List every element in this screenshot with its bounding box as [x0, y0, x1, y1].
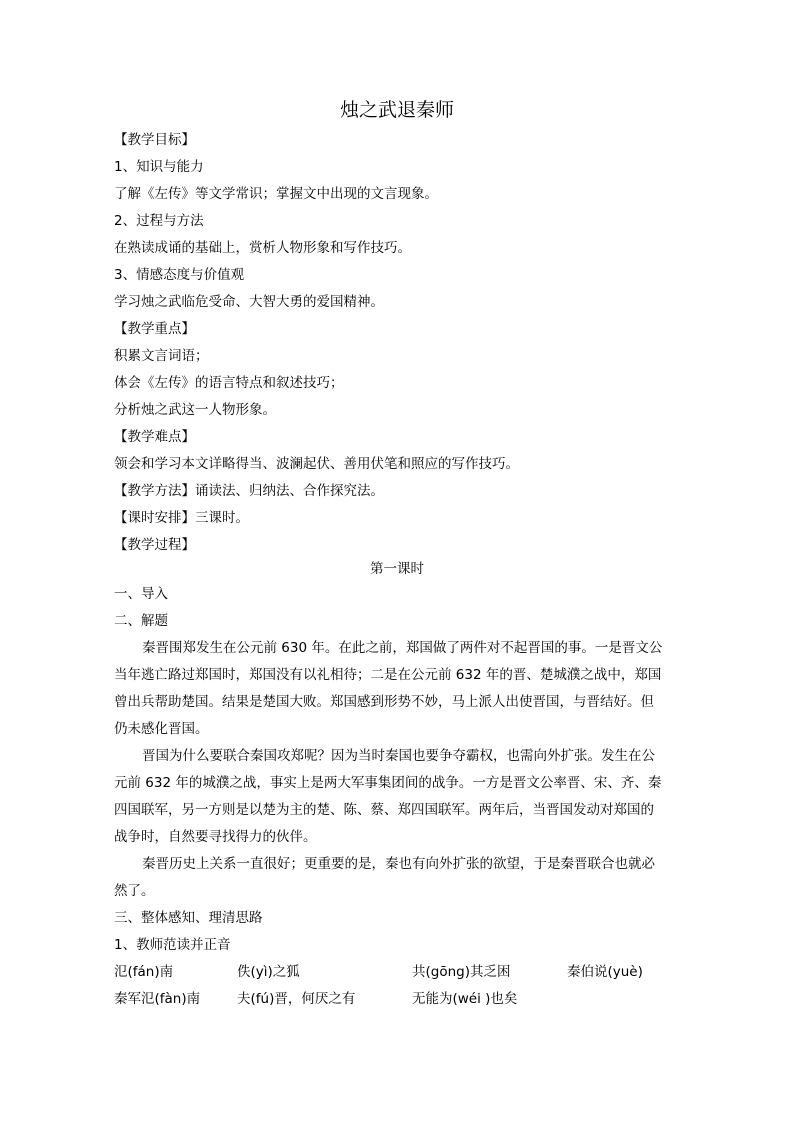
paragraph-1-line-1: 秦晋围郑发生在公元前 630 年。在此之前，郑国做了两件对不起晋国的事。一是晋文公: [142, 640, 663, 656]
heading-objectives: 【教学目标】: [114, 132, 195, 148]
document-title: 烛之武退秦师: [339, 99, 454, 121]
sub-read-aloud: 1、教师范读并正音: [114, 937, 231, 953]
pinyin-item: 秦军氾(fàn)南: [114, 991, 201, 1007]
objective-2-heading: 2、过程与方法: [114, 213, 204, 229]
pinyin-row-1: [114, 962, 690, 982]
section-overall: 三、整体感知、理清思路: [114, 910, 263, 926]
pinyin-item: 夫(fú)晋，何厌之有: [237, 991, 356, 1007]
objective-1-text: 了解《左传》等文学常识；掌握文中出现的文言现象。: [114, 186, 438, 202]
objective-3-text: 学习烛之武临危受命、大智大勇的爱国精神。: [114, 294, 384, 310]
heading-process: 【教学过程】: [114, 537, 195, 553]
pinyin-item: 氾(fán)南: [114, 964, 174, 980]
objective-3-heading: 3、情感态度与价值观: [114, 267, 245, 283]
section-explain: 二、解题: [114, 613, 168, 629]
difficulty-text: 领会和学习本文详略得当、波澜起伏、善用伏笔和照应的写作技巧。: [114, 456, 519, 472]
pinyin-item: 共(gōng)其乏困: [412, 964, 511, 980]
paragraph-2-line-4: 战争时，自然要寻找得力的伙伴。: [114, 829, 317, 845]
paragraph-3-line-2: 然了。: [114, 883, 155, 899]
lesson-heading: 第一课时: [370, 561, 424, 577]
paragraph-1-line-4: 仍未感化晋国。: [114, 721, 209, 737]
heading-difficulties: 【教学难点】: [114, 429, 195, 445]
objective-2-text: 在熟读成诵的基础上，赏析人物形象和写作技巧。: [114, 240, 411, 256]
paragraph-2-line-2: 元前 632 年的城濮之战，事实上是两大军事集团间的战争。一方是晋文公率晋、宋、齐、秦: [114, 775, 662, 791]
heading-key-points: 【教学重点】: [114, 321, 195, 337]
pinyin-row-2: [114, 989, 690, 1009]
objective-1-heading: 1、知识与能力: [114, 159, 204, 175]
paragraph-1-line-3: 曾出兵帮助楚国。结果是楚国大败。郑国感到形势不妙，马上派人出使晋国，与晋结好。但: [114, 694, 654, 710]
paragraph-2-line-3: 四国联军，另一方则是以楚为主的楚、陈、蔡、郑四国联军。两年后，当晋国发动对郑国的: [114, 802, 654, 818]
key-point-3: 分析烛之武这一人物形象。: [114, 402, 276, 418]
key-point-2: 体会《左传》的语言特点和叙述技巧；: [114, 375, 344, 391]
section-import: 一、导入: [114, 586, 168, 602]
key-point-1: 积累文言词语；: [114, 348, 209, 364]
paragraph-2-line-1: 晋国为什么要联合秦国攻郑呢？因为当时秦国也要争夺霸权，也需向外扩张。发生在公: [142, 748, 655, 764]
paragraph-3-line-1: 秦晋历史上关系一直很好；更重要的是，秦也有向外扩张的欲望，于是秦晋联合也就必: [142, 856, 655, 872]
class-hours: 【课时安排】三课时。: [114, 510, 249, 526]
pinyin-item: 秦伯说(yuè): [567, 964, 643, 980]
paragraph-1-line-2: 当年逃亡路过郑国时，郑国没有以礼相待；二是在公元前 632 年的晋、楚城濮之战中，郑国: [114, 667, 662, 683]
pinyin-item: 佚(yì)之狐: [237, 964, 300, 980]
teaching-methods: 【教学方法】诵读法、归纳法、合作探究法。: [114, 483, 384, 499]
pinyin-item: 无能为(wéi )也矣: [412, 991, 518, 1007]
